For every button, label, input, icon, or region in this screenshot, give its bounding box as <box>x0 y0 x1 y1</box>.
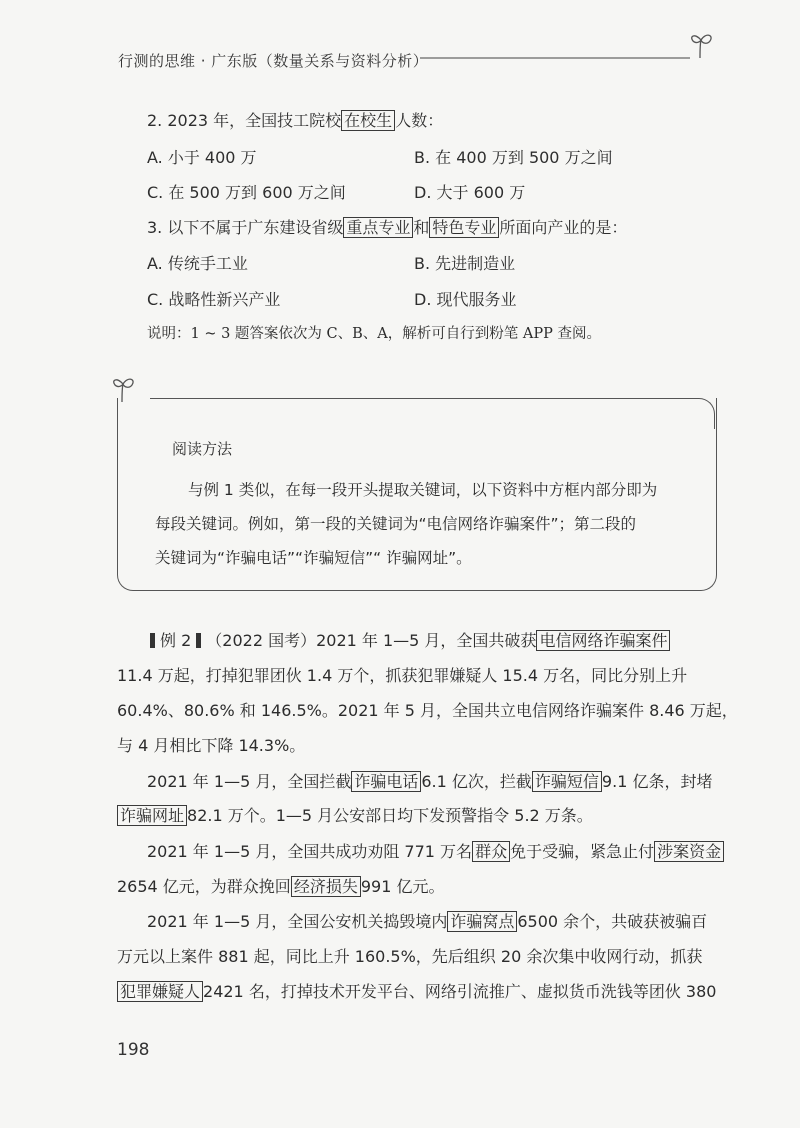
q2-option-d: D. 大于 600 万 <box>414 183 526 202</box>
example-label: 例 2 <box>160 631 192 650</box>
header-title: 行测的思维 · 广东版（数量关系与资料分析） <box>118 52 429 70</box>
q3-option-b: B. 先进制造业 <box>414 254 516 273</box>
keyword-box: 犯罪嫌疑人 <box>117 981 203 1002</box>
example-p3-line-2 <box>117 874 444 897</box>
example-2-line-1 <box>145 628 670 651</box>
text-run: 9.1 亿条，封堵 <box>601 772 713 791</box>
example-p1-line-4: 与 4 月相比下降 14.3%。 <box>117 736 306 755</box>
example-p1-line-3: 60.4%、80.6% 和 146.5%。2021 年 5 月，全国共立电信网络诈骗案件 8.46 万起， <box>117 701 738 720</box>
q2-option-a: A. 小于 400 万 <box>147 148 257 167</box>
callout-line: 每段关键词。例如，第一段的关键词为“电信网络诈骗案件”；第二段的 <box>155 515 637 533</box>
keyword-box: 特色专业 <box>429 217 499 238</box>
question-3 <box>147 215 627 238</box>
keyword-box: 重点专业 <box>343 217 413 238</box>
keyword-box: 诈骗窝点 <box>447 911 517 932</box>
q3-option-a: A. 传统手工业 <box>147 254 248 273</box>
question-3-middle: 和 <box>413 218 430 237</box>
question-2 <box>147 108 443 131</box>
keyword-box: 涉案资金 <box>654 841 724 862</box>
example-p1-prefix: （2022 国考）2021 年 1—5 月，全国共破获 <box>206 631 537 650</box>
text-run: 免于受骗，紧急止付 <box>510 842 655 861</box>
example-p2-line-2 <box>117 803 593 826</box>
text-run: 2421 名，打掉技术开发平台、网络引流推广、虚拟货币洗钱等团伙 380 <box>203 982 717 1001</box>
example-p4-line-2: 万元以上案件 881 起，同比上升 160.5%，先后组织 20 余次集中收网行动，抓获 <box>117 947 703 966</box>
q2-option-b: B. 在 400 万到 500 万之间 <box>414 148 613 167</box>
text-run: 991 亿元。 <box>360 877 445 896</box>
example-mark <box>150 633 155 648</box>
keyword-box: 诈骗网址 <box>117 805 187 826</box>
q3-option-c: C. 战略性新兴产业 <box>147 290 281 309</box>
text-run: 2654 亿元，为群众挽回 <box>117 877 291 896</box>
q3-option-d: D. 现代服务业 <box>414 290 517 309</box>
example-p2-line-1 <box>147 769 712 792</box>
example-p1-line-2: 11.4 万起，打掉犯罪团伙 1.4 万个，抓获犯罪嫌疑人 15.4 万名，同比分别上升 <box>117 666 688 685</box>
callout-line: 与例 1 类似，在每一段开头提取关键词，以下资料中方框内部分即为 <box>188 481 658 499</box>
keyword-box: 诈骗电话 <box>351 771 421 792</box>
keyword-box: 电信网络诈骗案件 <box>536 630 670 651</box>
question-2-prefix: 2. 2023 年，全国技工院校 <box>147 111 342 130</box>
keyword-box: 在校生 <box>341 110 395 131</box>
text-run: 2021 年 1—5 月，全国共成功劝阻 771 万名 <box>147 842 473 861</box>
question-3-suffix: 所面向产业的是： <box>499 218 628 237</box>
text-run: 2021 年 1—5 月，全国拦截 <box>147 772 352 791</box>
keyword-box: 群众 <box>472 841 510 862</box>
callout-title: 阅读方法 <box>172 440 233 458</box>
q2-option-c: C. 在 500 万到 600 万之间 <box>147 183 346 202</box>
text-run: 6.1 亿次，拦截 <box>421 772 532 791</box>
answer-note: 说明：1 ~ 3 题答案依次为 C、B、A，解析可自行到粉笔 APP 查阅。 <box>147 326 601 342</box>
sprout-icon <box>692 35 711 58</box>
keyword-box: 诈骗短信 <box>532 771 602 792</box>
page-number: 198 <box>117 1040 150 1060</box>
callout-line: 关键词为“诈骗电话”“诈骗短信”“ 诈骗网址”。 <box>155 549 472 567</box>
example-p4-line-1 <box>147 909 707 932</box>
example-mark <box>196 633 201 648</box>
question-3-prefix: 3. 以下不属于广东建设省级 <box>147 218 344 237</box>
text-run: 2021 年 1—5 月，全国公安机关捣毁境内 <box>147 912 448 931</box>
text-run: 82.1 万个。1—5 月公安部日均下发预警指令 5.2 万条。 <box>187 806 593 825</box>
example-p3-line-1 <box>147 839 724 862</box>
example-p4-line-3 <box>117 979 716 1002</box>
keyword-box: 经济损失 <box>291 876 361 897</box>
text-run: 6500 余个，共破获被骗百 <box>517 912 708 931</box>
question-2-suffix: 人数： <box>395 111 444 130</box>
